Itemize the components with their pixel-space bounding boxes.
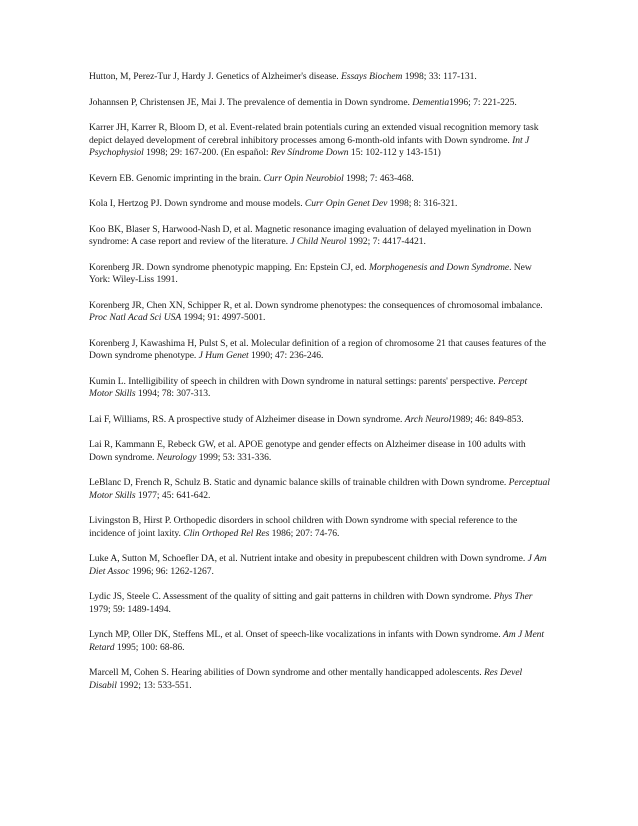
reference-journal: Arch Neurol [404, 413, 452, 425]
reference-citation: 1998; 29: 167-200. (En español: [143, 147, 271, 158]
reference-authors-title: Kevern EB. Genomic imprinting in the brain. [89, 172, 264, 184]
reference-journal: Res Devel Disabil [89, 667, 523, 691]
reference-citation-translation: 15: 102-112 y 143-151) [348, 147, 441, 158]
reference-citation: 1990; 47: 236-246. [248, 350, 324, 362]
reference-citation: 1986; 207: 74-76. [269, 527, 340, 539]
reference-citation: 1979; 59: 1489-1494. [89, 603, 171, 615]
reference-item [89, 97, 551, 109]
reference-journal: J Am Diet Assoc [89, 553, 547, 577]
reference-citation: 1998; 33: 117-131. [402, 71, 477, 82]
reference-journal: Essays Biochem [341, 71, 403, 82]
reference-citation: 1998; 8: 316-321. [387, 198, 458, 210]
reference-item [89, 224, 551, 249]
reference-item [89, 376, 551, 401]
reference-authors-title: Karrer JH, Karrer R, Bloom D, et al. Event-related brain potentials curing an extended visual recognition memory task depict delayed development of cerebral inhibitory processes among 6-month-old infants with Down syndrome. [89, 122, 539, 146]
reference-journal: Curr Opin Neurobiol [263, 172, 344, 184]
reference-journal: J Hum Genet [198, 350, 249, 362]
reference-citation: 1999; 53: 331-336. [196, 451, 272, 463]
reference-citation: . New York: Wiley-Liss 1991. [89, 261, 532, 286]
reference-item [89, 300, 551, 325]
reference-journal: Clin Orthoped Rel Res [183, 527, 270, 539]
reference-citation: 1995; 100: 68-86. [114, 641, 185, 653]
reference-item [89, 414, 551, 426]
reference-citation: 1992; 13: 533-551. [116, 679, 192, 691]
reference-item [89, 667, 551, 692]
reference-journal: Perceptual Motor Skills [89, 477, 550, 501]
reference-item [89, 629, 551, 654]
reference-item [89, 439, 551, 464]
reference-item [89, 591, 551, 616]
reference-journal: Int J Psychophysiol [89, 134, 530, 158]
reference-citation: 1996; 96: 1262-1267. [129, 565, 214, 577]
reference-item [89, 262, 551, 287]
reference-journal: Phys Ther [493, 591, 533, 603]
reference-item [89, 338, 551, 363]
reference-item [89, 173, 551, 185]
reference-journal: J Child Neurol [290, 236, 347, 248]
reference-authors-title: Luke A, Sutton M, Schoefler DA, et al. Nutrient intake and obesity in prepubescent children with Down syndrome. [89, 553, 528, 565]
reference-journal: Curr Opin Genet Dev [304, 198, 388, 210]
reference-citation: 1977; 45: 641-642. [135, 489, 211, 501]
reference-authors-title: Korenberg JR, Chen XN, Schipper R, et al. Down syndrome phenotypes: the consequences of chromosomal imbalance. [89, 299, 543, 311]
reference-citation: 1996; 7: 221-225. [449, 96, 517, 108]
reference-authors-title: Lynch MP, Oller DK, Steffens ML, et al. Onset of speech-like vocalizations in infants with Down syndrome. [89, 629, 503, 641]
reference-journal: Dementia [412, 96, 450, 108]
reference-authors-title: Korenberg J, Kawashima H, Pulst S, et al. Molecular definition of a region of chromosome 21 that causes features of the Down syndrome phenotype. [89, 337, 546, 362]
reference-item [89, 477, 551, 502]
reference-citation: 1998; 7: 463-468. [343, 172, 414, 184]
reference-authors-title: Lai F, Williams, RS. A prospective study of Alzheimer disease in Down syndrome. [89, 413, 405, 425]
reference-item [89, 198, 551, 210]
reference-item [89, 553, 551, 578]
reference-authors-title: Marcell M, Cohen S. Hearing abilities of Down syndrome and other mentally handicapped adolescents. [89, 667, 484, 679]
reference-journal: Neurology [156, 451, 197, 463]
reference-authors-title: Koo BK, Blaser S, Harwood-Nash D, et al. Magnetic resonance imaging evaluation of delayed myelination in Down syndrome: A case report and review of the literature. [89, 223, 532, 248]
reference-authors-title: LeBlanc D, French R, Schulz B. Static and dynamic balance skills of trainable children with Down syndrome. [89, 477, 509, 489]
reference-journal: Morphogenesis and Down Syndrome [368, 261, 510, 273]
reference-authors-title: Lai R, Kammann E, Rebeck GW, et al. APOE genotype and gender effects on Alzheimer disease in 100 adults with Down syndrome. [89, 439, 526, 463]
reference-journal: Percept Motor Skills [89, 375, 528, 400]
reference-journal-translation: Rev Síndrome Down [270, 147, 349, 158]
reference-authors-title: Kola I, Hertzog PJ. Down syndrome and mouse models. [89, 198, 305, 210]
reference-citation: 1994; 78: 307-313. [135, 388, 211, 400]
reference-authors-title: Korenberg JR. Down syndrome phenotypic mapping. En: Epstein CJ, ed. [89, 261, 369, 273]
reference-authors-title: Kumin L. Intelligibility of speech in children with Down syndrome in natural settings: parents' perspective. [89, 375, 498, 387]
reference-citation: 1994; 91: 4997-5001. [181, 312, 266, 324]
reference-authors-title: Livingston B, Hirst P. Orthopedic disorders in school children with Down syndrome with special reference to the incidence of joint laxity. [89, 515, 518, 539]
reference-authors-title: Lydic JS, Steele C. Assessment of the quality of sitting and gait patterns in children with Down syndrome. [89, 591, 494, 603]
reference-journal: Proc Natl Acad Sci USA [89, 312, 182, 324]
reference-authors-title: Johannsen P, Christensen JE, Mai J. The prevalence of dementia in Down syndrome. [89, 96, 413, 108]
reference-item [89, 515, 551, 540]
reference-citation: 1989; 46: 849-853. [451, 413, 524, 425]
reference-item [89, 122, 551, 159]
reference-item [89, 71, 551, 83]
reference-journal: Am J Ment Retard [89, 629, 545, 653]
reference-citation: 1992; 7: 4417-4421. [346, 236, 426, 248]
reference-list [89, 71, 551, 705]
reference-authors-title: Hutton, M, Perez-Tur J, Hardy J. Genetics of Alzheimer's disease. [89, 71, 341, 82]
